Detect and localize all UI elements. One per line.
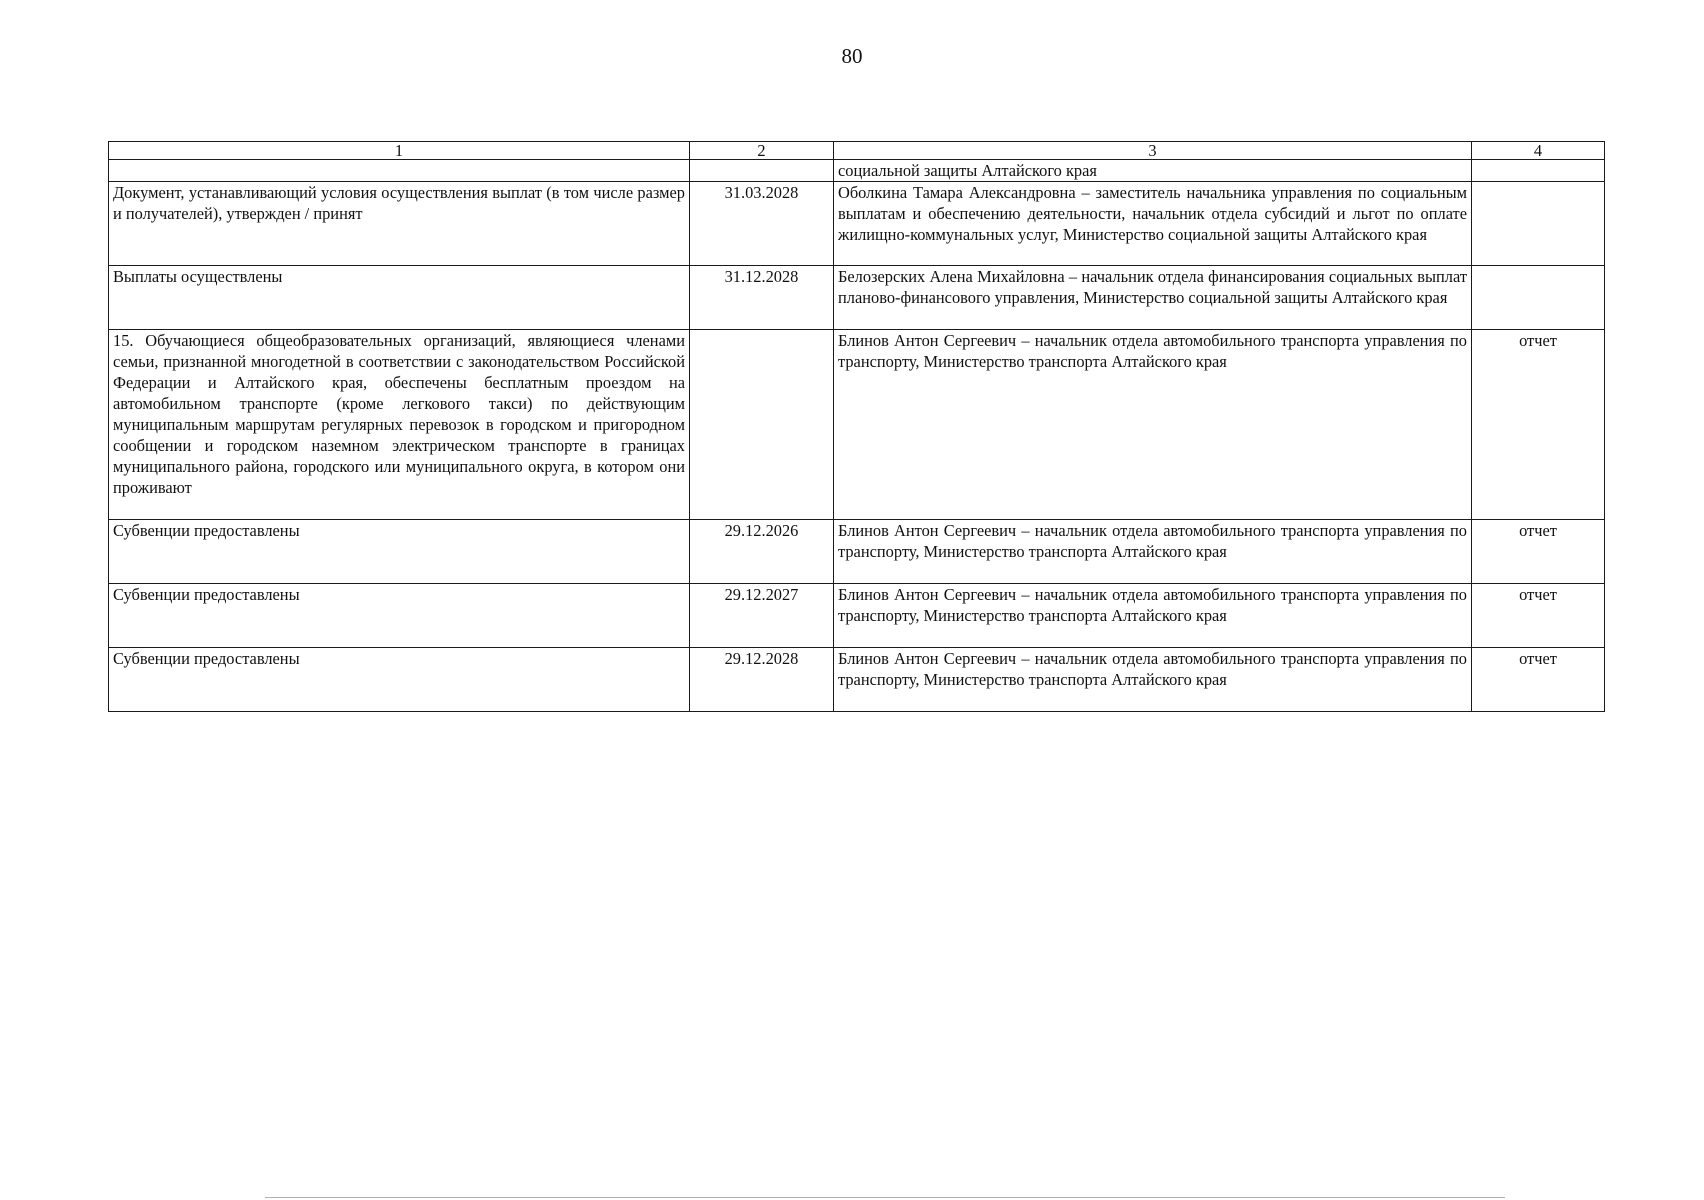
row-date-cell: 29.12.2027 (690, 584, 834, 648)
row-description-cell: Субвенции предоставлены (109, 584, 690, 648)
row-responsible-cell: Блинов Антон Сергеевич – начальник отдела автомобильного транспорта управления по транспорту, Министерство транспорта Алтайского края (834, 520, 1472, 584)
column-header-3: 3 (834, 142, 1472, 160)
row-document-type-cell (1472, 160, 1605, 182)
row-description-cell: Субвенции предоставлены (109, 520, 690, 584)
row-document-type-cell: отчет (1472, 330, 1605, 520)
page-number: 80 (841, 44, 863, 68)
row-document-type-cell: отчет (1472, 584, 1605, 648)
row-responsible-cell: Блинов Антон Сергеевич – начальник отдела автомобильного транспорта управления по транспорту, Министерство транспорта Алтайского края (834, 584, 1472, 648)
row-document-type-cell (1472, 266, 1605, 330)
row-date-cell: 31.12.2028 (690, 266, 834, 330)
row-description-cell: 15. Обучающиеся общеобразовательных организаций, являющиеся членами семьи, признанной многодетной в соответствии с законодательством Российской Федерации и Алтайского края, обеспечены бесплатным проездом на автомобильном транспорте (кроме легкового такси) по действующим муниципальным маршрутам регулярных перевозок в городском и пригородном сообщении и городском наземном электрическом транспорте в границах муниципального района, городского или муниципального округа, в котором они проживают (109, 330, 690, 520)
table-row (109, 266, 1605, 330)
document-table (108, 141, 1605, 712)
row-description-cell: Субвенции предоставлены (109, 648, 690, 712)
table-row (109, 160, 1605, 182)
table-row (109, 182, 1605, 266)
row-description-cell (109, 160, 690, 182)
table-header-row (109, 142, 1605, 160)
row-responsible-cell: Блинов Антон Сергеевич – начальник отдела автомобильного транспорта управления по транспорту, Министерство транспорта Алтайского края (834, 330, 1472, 520)
row-date-cell (690, 160, 834, 182)
table-header (109, 142, 1605, 160)
row-responsible-cell: Блинов Антон Сергеевич – начальник отдела автомобильного транспорта управления по транспорту, Министерство транспорта Алтайского края (834, 648, 1472, 712)
row-description-cell: Выплаты осуществлены (109, 266, 690, 330)
row-document-type-cell (1472, 182, 1605, 266)
table-row (109, 648, 1605, 712)
row-responsible-cell: социальной защиты Алтайского края (834, 160, 1472, 182)
row-date-cell: 29.12.2028 (690, 648, 834, 712)
table-row (109, 330, 1605, 520)
row-responsible-cell: Оболкина Тамара Александровна – заместитель начальника управления по социальным выплатам и обеспечению деятельности, начальник отдела субсидий и льгот по оплате жилищно-коммунальных услуг, Министерство социальной защиты Алтайского края (834, 182, 1472, 266)
table-body (109, 160, 1605, 712)
column-header-2: 2 (690, 142, 834, 160)
row-document-type-cell: отчет (1472, 648, 1605, 712)
row-document-type-cell: отчет (1472, 520, 1605, 584)
row-date-cell: 29.12.2026 (690, 520, 834, 584)
table-row (109, 584, 1605, 648)
row-date-cell (690, 330, 834, 520)
row-responsible-cell: Белозерских Алена Михайловна – начальник отдела финансирования социальных выплат планово-финансового управления, Министерство социальной защиты Алтайского края (834, 266, 1472, 330)
column-header-4: 4 (1472, 142, 1605, 160)
scan-edge-divider (265, 1197, 1505, 1198)
row-date-cell: 31.03.2028 (690, 182, 834, 266)
column-header-1: 1 (109, 142, 690, 160)
row-description-cell: Документ, устанавливающий условия осуществления выплат (в том числе размер и получателей), утвержден / принят (109, 182, 690, 266)
table-row (109, 520, 1605, 584)
